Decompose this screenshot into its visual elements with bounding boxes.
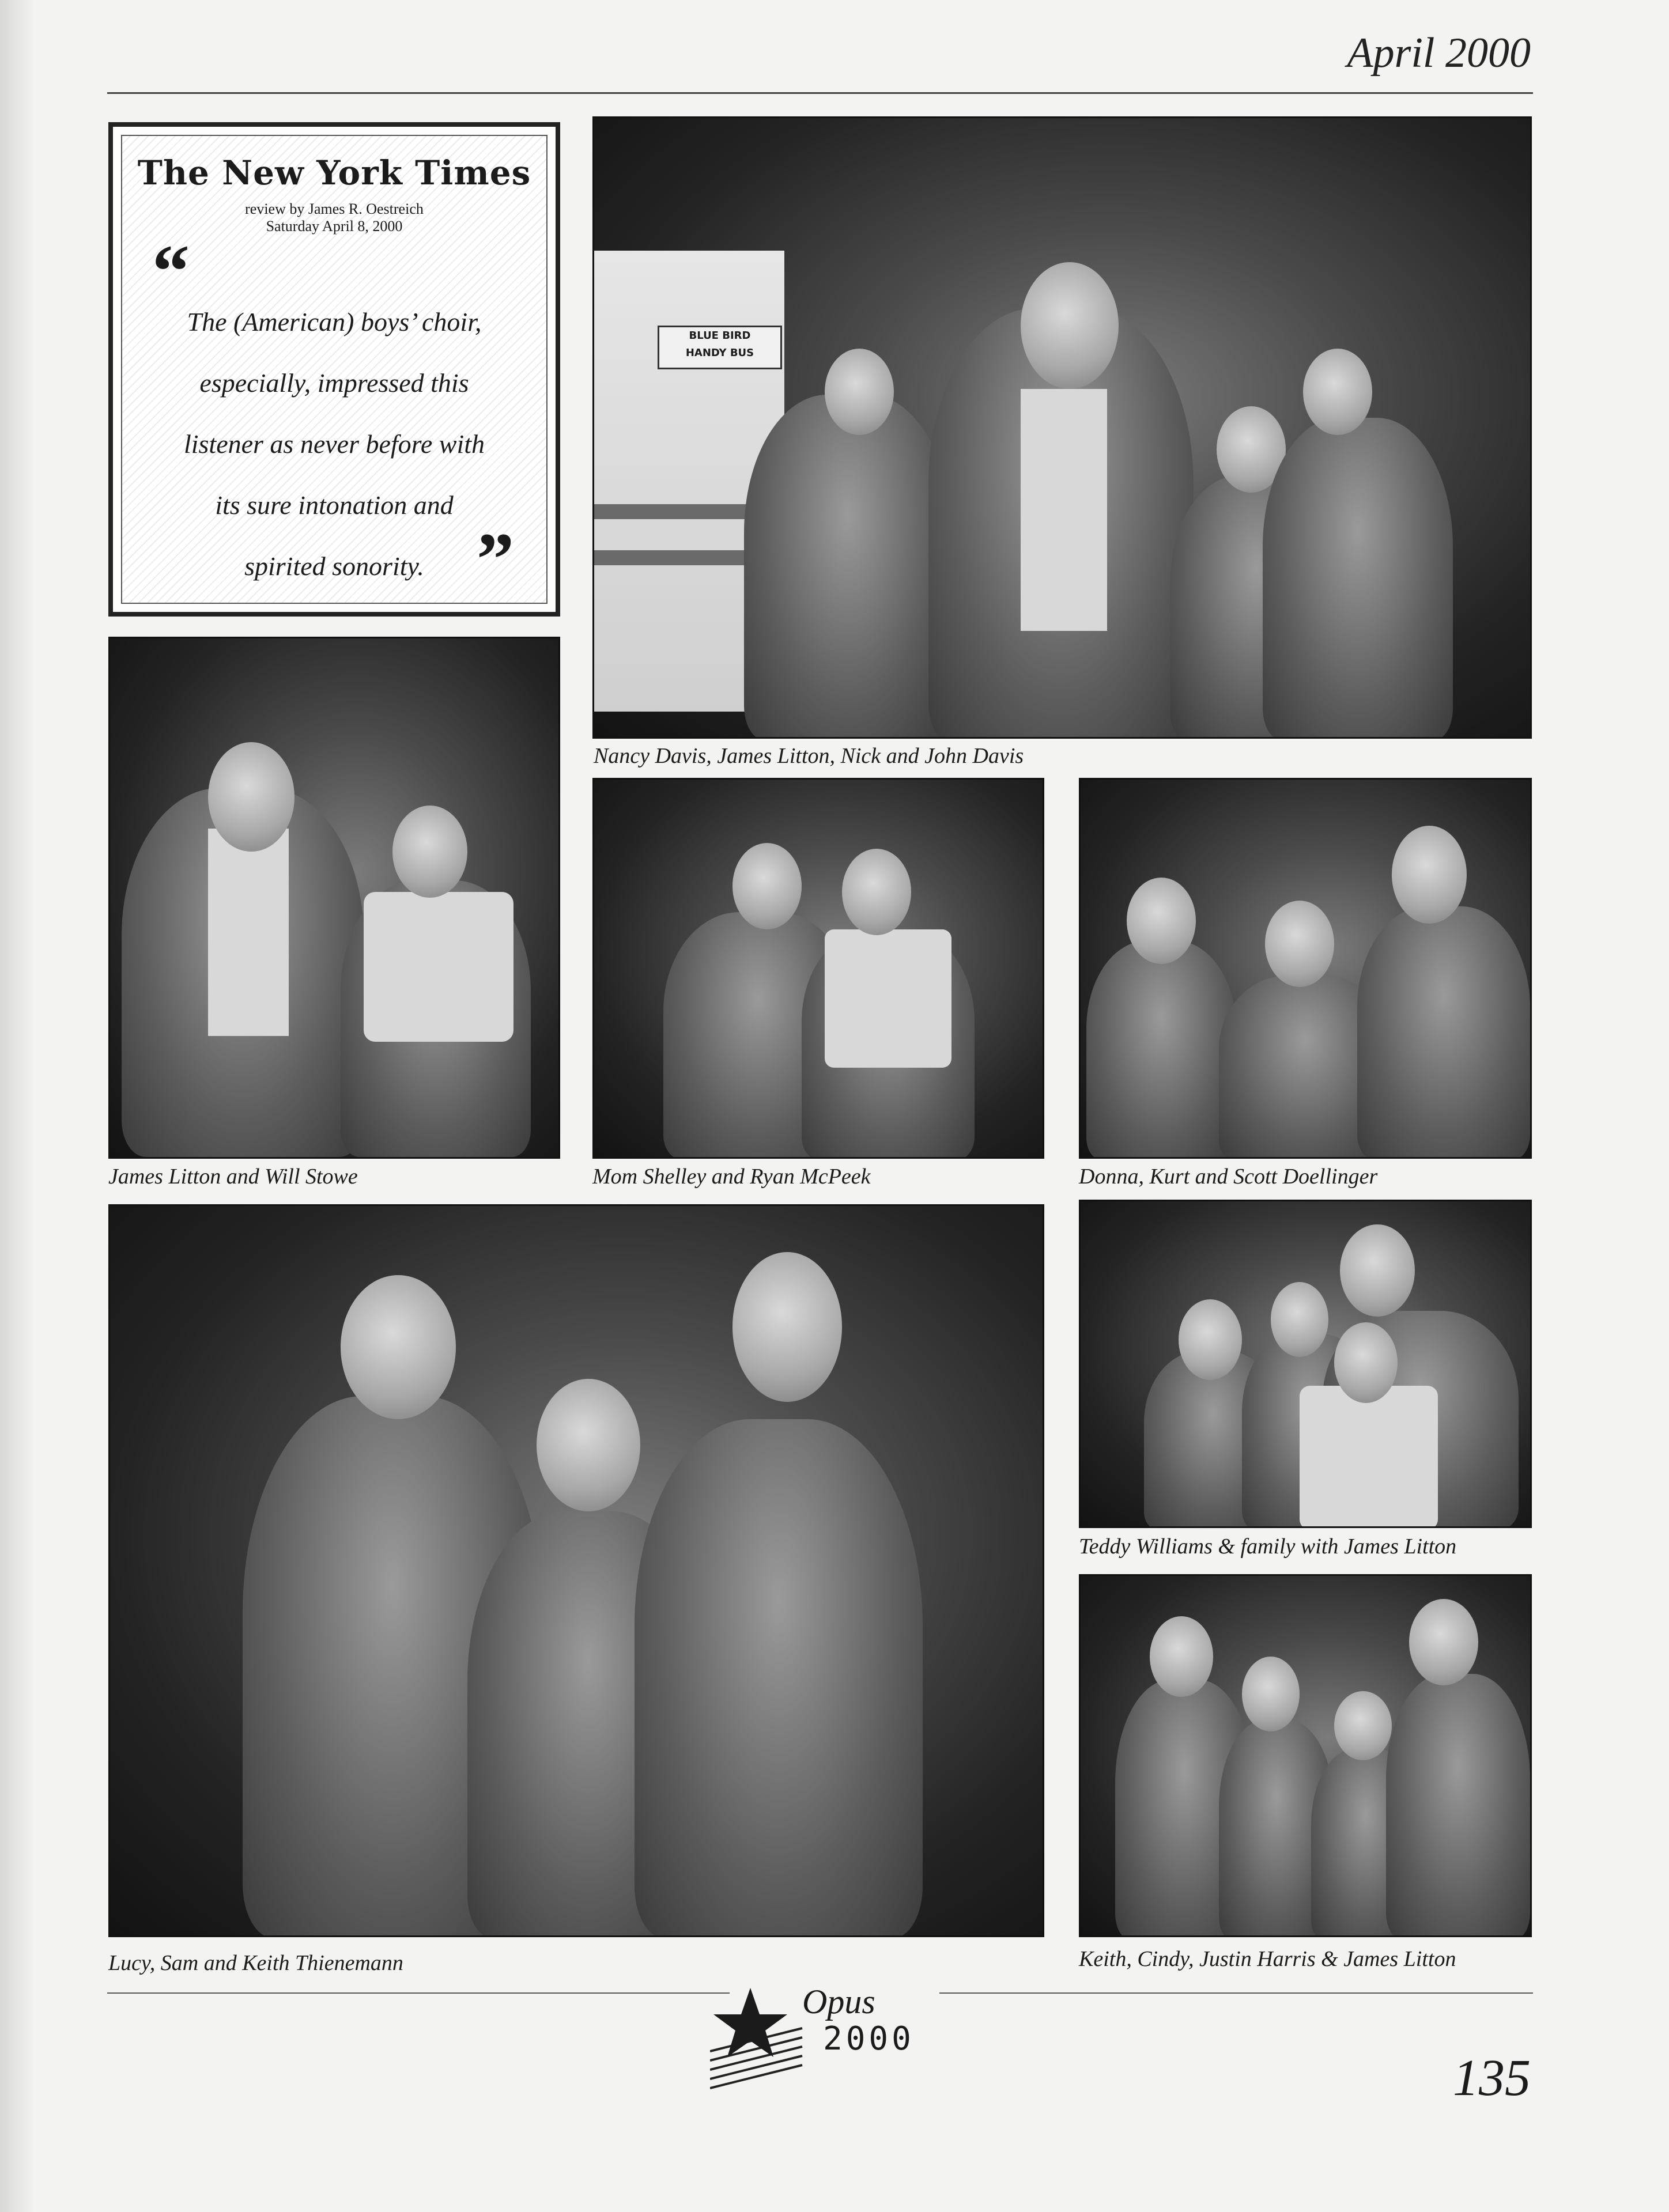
- photo-thienemann: [108, 1204, 1044, 1937]
- photo-doellinger: [1079, 778, 1532, 1159]
- close-quote-mark: ”: [477, 518, 514, 601]
- footer-divider-right: [939, 1992, 1533, 1994]
- caption-litton-stowe: James Litton and Will Stowe: [108, 1164, 358, 1189]
- caption-doellinger: Donna, Kurt and Scott Doellinger: [1079, 1164, 1378, 1189]
- photo-litton-stowe: [108, 637, 560, 1159]
- nyt-quote-inner: [121, 135, 547, 604]
- quote-line: The (American) boys’ choir,: [187, 307, 482, 336]
- nyt-masthead: The New York Times: [137, 153, 531, 192]
- quote-text: [145, 292, 523, 601]
- header-divider: [107, 92, 1533, 94]
- nyt-date: Saturday April 8, 2000: [266, 218, 403, 235]
- open-quote-mark: “: [152, 230, 190, 313]
- opus-2000-logo: [710, 1982, 941, 2092]
- photo-harris: [1079, 1574, 1532, 1937]
- logo-word: Opus: [802, 1983, 875, 2021]
- caption-thienemann: Lucy, Sam and Keith Thienemann: [108, 1951, 403, 1975]
- logo-year: 2000: [823, 2020, 915, 2058]
- nyt-quote-box: [108, 122, 560, 617]
- quote-line: especially, impressed this: [199, 368, 469, 398]
- caption-williams: Teddy Williams & family with James Litton: [1079, 1534, 1457, 1559]
- quote-line: spirited sonority.: [244, 551, 424, 581]
- nyt-byline: review by James R. Oestreich: [245, 201, 424, 217]
- photo-mcpeek: [592, 778, 1044, 1159]
- page-header-title: April 2000: [1347, 29, 1531, 77]
- caption-harris: Keith, Cindy, Justin Harris & James Litton: [1079, 1947, 1456, 1971]
- footer-divider-left: [107, 1992, 730, 1994]
- caption-mcpeek: Mom Shelley and Ryan McPeek: [592, 1164, 871, 1189]
- photo-davis-bus: [592, 116, 1532, 739]
- photo-williams: [1079, 1200, 1532, 1528]
- quote-line: its sure intonation and: [215, 490, 454, 520]
- bus-badge: BLUE BIRD HANDY BUS: [658, 326, 782, 369]
- quote-line: listener as never before with: [183, 429, 485, 459]
- caption-davis-bus: Nancy Davis, James Litton, Nick and John Davis: [594, 744, 1024, 768]
- page-number: 135: [1453, 2050, 1531, 2107]
- scan-edge-shadow: [0, 0, 35, 2212]
